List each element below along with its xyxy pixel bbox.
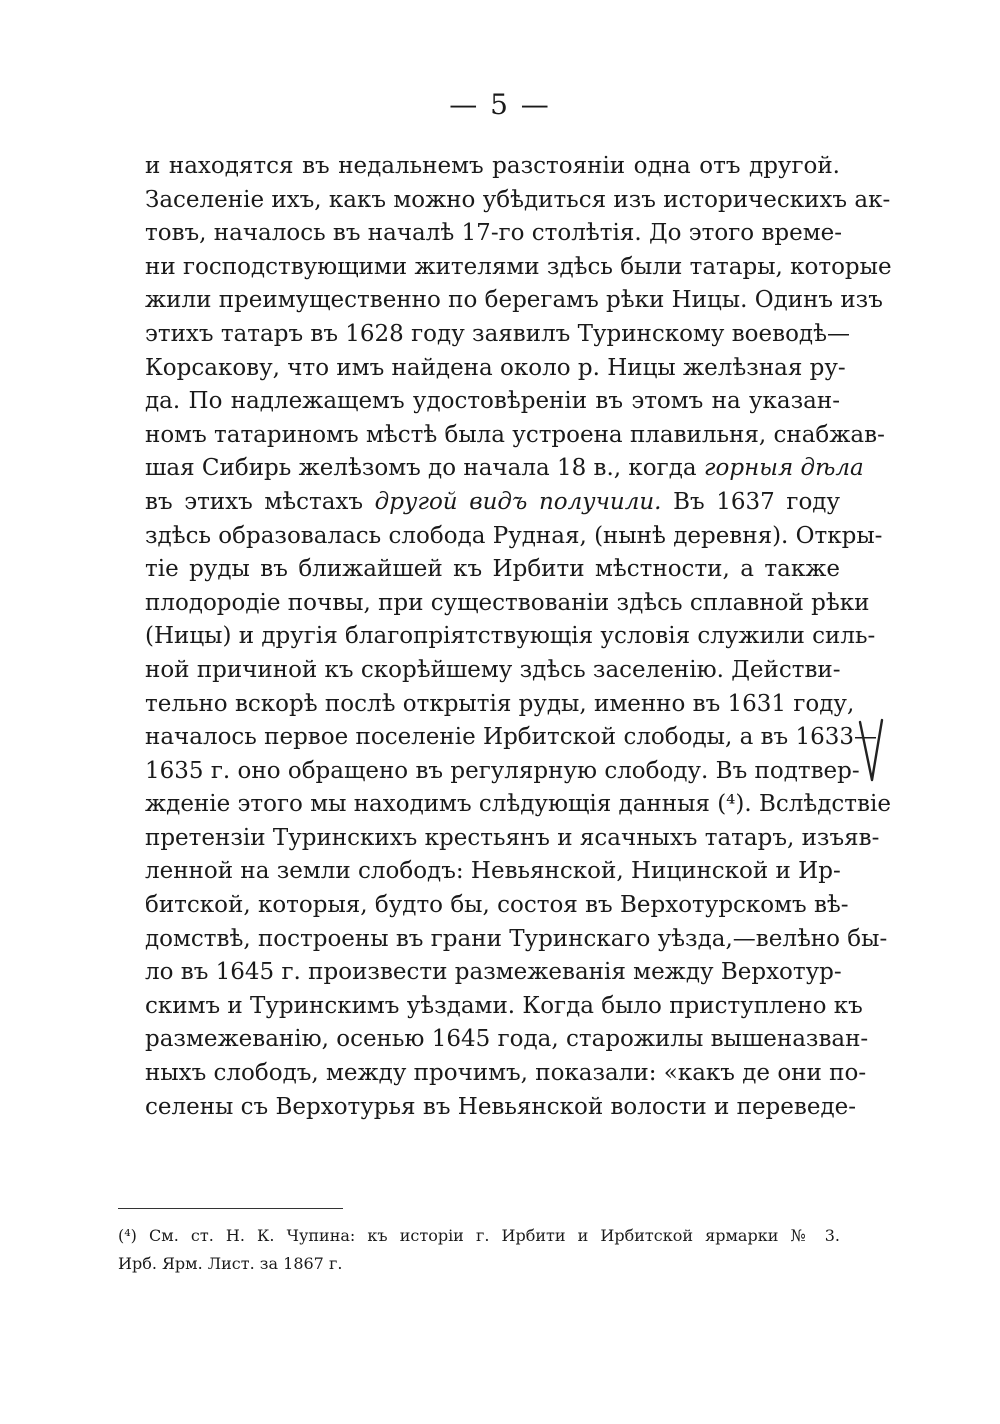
text-line: размежеванію, осенью 1645 года, старожилы вышеназван-: [145, 1026, 869, 1053]
text-line: ной причиной къ скорѣйшему здѣсь заселенію. Действи-: [145, 656, 841, 683]
footnote-line: (⁴) См. ст. Н. К. Чупина: къ исторіи г. Ирбити и Ирбитской ярмарки № 3.: [118, 1226, 840, 1245]
italic-phrase: горныя дѣла: [703, 455, 864, 482]
text-line: товъ, началось въ началѣ 17-го столѣтія. До этого време-: [145, 220, 843, 247]
text-line: тельно вскорѣ послѣ открытія руды, именно въ 1631 году,: [145, 690, 855, 717]
text-line: ныхъ слободъ, между прочимъ, показали: «какъ де они по-: [145, 1060, 867, 1087]
text-line: здѣсь образовалась слобода Рудная, (нынѣ деревня). Откры-: [145, 522, 883, 549]
text-line-with-italic: [145, 452, 864, 486]
text-line: жили преимущественно по берегамъ рѣки Ницы. Одинъ изъ: [145, 287, 883, 314]
text-line: 1635 г. оно обращено въ регулярную слободу. Въ подтвер-: [145, 757, 860, 784]
text-line: битской, которыя, будто бы, состоя въ Верхотурскомъ вѣ-: [145, 892, 849, 919]
text-line: домствѣ, построены въ грани Туринскаго уѣзда,—велѣно бы-: [145, 925, 888, 952]
text-line: началось первое поселеніе Ирбитской слободы, а въ 1633—: [145, 724, 878, 751]
text-line: ленной на земли слободъ: Невьянской, Ницинской и Ир-: [145, 858, 841, 885]
text-line: тіе руды въ ближайшей къ Ирбити мѣстности, а также: [145, 556, 840, 583]
text-line: плодородіе почвы, при существованіи здѣсь сплавной рѣки: [145, 589, 870, 616]
text-line: номъ татариномъ мѣстѣ была устроена плавильня, снабжав-: [145, 421, 885, 448]
italic-phrase: другой видъ получили.: [374, 488, 662, 515]
text-line: да. По надлежащемъ удостовѣреніи въ этомъ на указан-: [145, 388, 840, 415]
margin-mark-icon: [858, 718, 886, 788]
text-segment: Въ 1637 году: [661, 488, 840, 515]
text-line: ни господствующими жителями здѣсь были татары, которые: [145, 253, 892, 280]
text-line: и находятся въ недальнемъ разстояніи одна отъ другой.: [145, 153, 840, 179]
text-line: Заселеніе ихъ, какъ можно убѣдиться изъ историческихъ ак-: [145, 186, 891, 213]
text-line: ло въ 1645 г. произвести размежеванія между Верхотур-: [145, 959, 842, 986]
text-segment: въ этихъ мѣстахъ: [145, 488, 375, 515]
footnote-line: Ирб. Ярм. Лист. за 1867 г.: [118, 1254, 343, 1273]
footnote-divider: [118, 1208, 343, 1209]
text-line-with-italic: [145, 486, 840, 520]
text-line: селены съ Верхотурья въ Невьянской волости и переведе-: [145, 1093, 857, 1120]
footnotes: [118, 1222, 840, 1278]
text-line: этихъ татаръ въ 1628 году заявилъ Туринскому воеводѣ—: [145, 320, 850, 347]
text-line: претензіи Туринскихъ крестьянъ и ясачныхъ татаръ, изъяв-: [145, 824, 880, 851]
text-segment: шая Сибирь желѣзомъ до начала 18 в., когда: [145, 455, 704, 482]
body-text: [145, 150, 892, 1124]
page-number: — 5 —: [449, 88, 551, 121]
text-line: жденіе этого мы находимъ слѣдующія данныя (⁴). Вслѣдствіе: [145, 791, 891, 818]
text-line: (Ницы) и другія благопріятствующія условія служили силь-: [145, 623, 876, 650]
text-line: скимъ и Туринскимъ уѣздами. Когда было приступлено къ: [145, 992, 863, 1019]
text-line: Корсакову, что имъ найдена около р. Ницы желѣзная ру-: [145, 354, 846, 381]
